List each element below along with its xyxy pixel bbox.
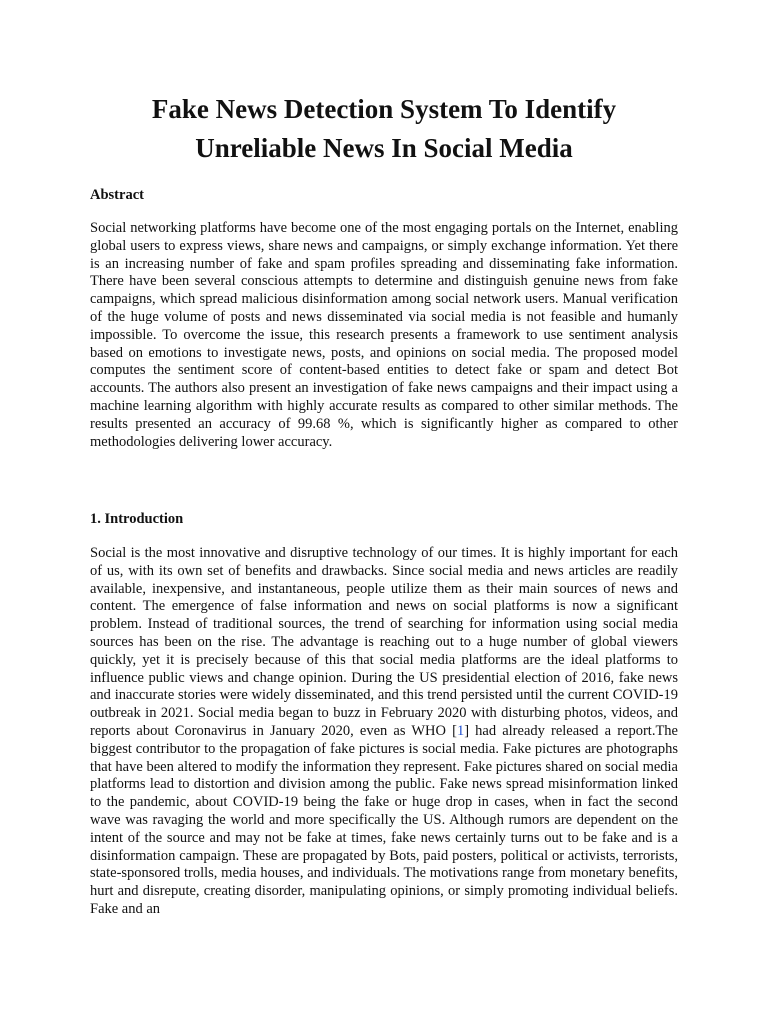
introduction-heading: 1. Introduction: [90, 511, 184, 527]
paper-title-line-1: Fake News Detection System To Identify: [151, 94, 617, 124]
abstract-heading: Abstract: [90, 187, 144, 203]
abstract-body: Social networking platforms have become one of the most engaging portals on the Internet, enabling global users to express views, share news and campaigns, or simply exchange information. Yet there is an increasing number of fake and spam profiles spreading and disseminating fake information. There have been several conscious attempts to determine and distinguish genuine news from fake campaigns, which spread malicious disinformation among social network users. Manual verification of the huge volume of posts and news disseminated via social media is not feasible and humanly impossible. To overcome the issue, this research presents a framework to use sentiment analysis based on emotions to investigate news, posts, and opinions on social media. The proposed model computes the sentiment score of content-based entities to detect fake or spam and detect Bot accounts. The authors also present an investigation of fake news campaigns and their impact using a machine learning algorithm with highly accurate results as compared to other similar methods. The results presented an accuracy of 99.68 %, which is significantly higher as compared to other methodologies delivering lower accuracy.: [90, 220, 678, 450]
introduction-body: [90, 545, 678, 919]
paper-title-line-2: Unreliable News In Social Media: [195, 133, 573, 163]
paper-title: [90, 90, 678, 168]
introduction-text-before-citation: Social is the most innovative and disruptive technology of our times. It is highly important for each of us, with its own set of benefits and drawbacks. Since social media and news articles are readily available, inexpensive, and instantaneous, people utilize them as their main sources of news and content. The emergence of false information and news on social platforms is now a significant problem. Instead of traditional sources, the trend of searching for information using social media sources has been on the rise. The advantage is reaching out to a huge number of global viewers quickly, yet it is precisely because of this that social media platforms are the ideal platforms to influence public views and change opinion. During the US presidential election of 2016, fake news and inaccurate stories were widely disseminated, and this trend persisted until the current COVID-19 outbreak in 2021. Social media began to buzz in February 2020 with disturbing photos, videos, and reports about Coronavirus in January 2020, even as WHO [: [90, 545, 678, 739]
citation-link[interactable]: 1: [456, 722, 465, 739]
introduction-text-after-citation: ] had already released a report.The biggest contributor to the propagation of fake pictures is social media. Fake pictures are photographs that have been altered to modify the information they represent. Fake pictures shared on social media platforms lead to distortion and division among the public. Fake news spread misinformation linked to the pandemic, about COVID-19 being the fake or huge drop in cases, when in fact the second wave was ravaging the world and more specifically the US. Although rumors are dependent on the intent of the source and may not be fake at times, fake news certainly turns out to be fake and is a disinformation campaign. These are propagated by Bots, paid posters, political or activists, terrorists, state-sponsored trolls, media houses, and individuals. The motivations range from monetary benefits, hurt and disrepute, creating disorder, manipulating opinions, or simply promoting individual beliefs. Fake and an: [90, 722, 678, 917]
